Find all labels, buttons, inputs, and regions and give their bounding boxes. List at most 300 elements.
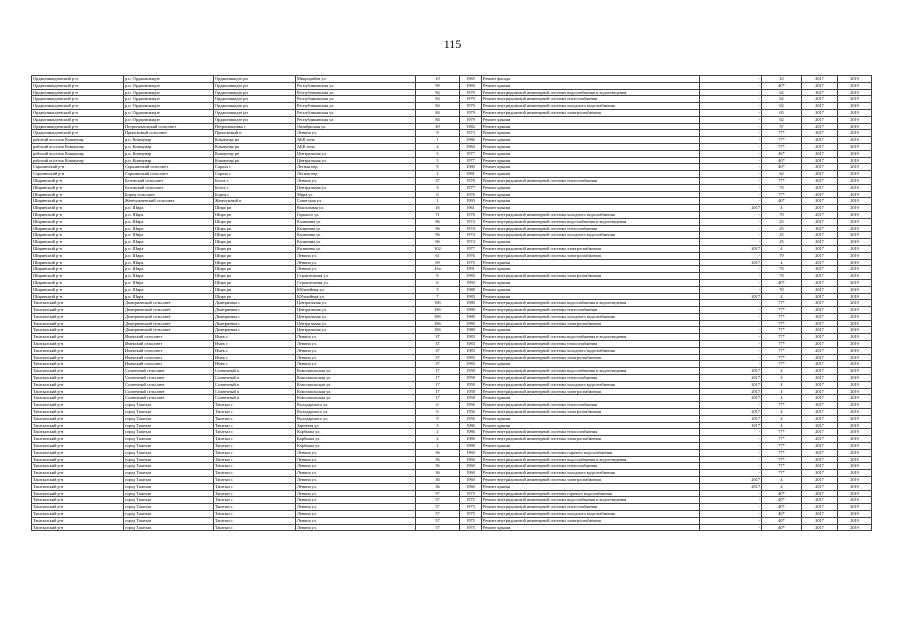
table-row xyxy=(32,225,872,232)
table-row xyxy=(32,483,872,490)
plan-start-cell: 2017 xyxy=(802,184,838,191)
plan-start-cell: 2017 xyxy=(802,286,838,293)
done-year-cell: - xyxy=(700,137,762,144)
done-year-cell: 2017 xyxy=(700,368,762,375)
table-row xyxy=(32,409,872,416)
table-row xyxy=(32,341,872,348)
done-year-cell: 2017 xyxy=(700,388,762,395)
wear-percent-cell: 40* xyxy=(762,157,802,164)
street-cell: Ленина ул. xyxy=(296,483,416,490)
plan-end-cell: 2019 xyxy=(838,286,872,293)
table-row xyxy=(32,436,872,443)
done-year-cell: - xyxy=(700,96,762,103)
house-number-cell: 3 xyxy=(416,150,460,157)
plan-start-cell: 2017 xyxy=(802,347,838,354)
plan-start-cell: 2017 xyxy=(802,164,838,171)
plan-end-cell: 2019 xyxy=(838,341,872,348)
capital-repair-table xyxy=(31,75,872,531)
year-built-cell: 1976 xyxy=(460,191,482,198)
settlement-cell: Дмитриевский сельсовет xyxy=(124,327,214,334)
house-number-cell: 49 xyxy=(416,123,460,130)
district-cell: Ширинский р-н xyxy=(32,198,124,205)
year-built-cell: 1958 xyxy=(460,395,482,402)
year-built-cell: 1980 xyxy=(460,164,482,171)
plan-start-cell: 2017 xyxy=(802,307,838,314)
done-year-cell: - xyxy=(700,463,762,470)
work-type-cell: Ремонт крыши xyxy=(482,82,700,89)
table-row xyxy=(32,307,872,314)
locality-cell: Шира рп xyxy=(214,211,296,218)
year-built-cell: 1956 xyxy=(460,402,482,409)
settlement-cell: город Таштып xyxy=(124,436,214,443)
wear-percent-cell: 70 xyxy=(762,273,802,280)
locality-cell: Орджоникидзе рп xyxy=(214,96,296,103)
settlement-cell: город Таштып xyxy=(124,402,214,409)
year-built-cell: 1984 xyxy=(460,143,482,150)
year-built-cell: 1979 xyxy=(460,89,482,96)
house-number-cell: 8 xyxy=(416,273,460,280)
plan-start-cell: 2017 xyxy=(802,388,838,395)
house-number-cell: 18б xyxy=(416,320,460,327)
street-cell: Центральная ул. xyxy=(296,184,416,191)
district-cell: Ширинский р-н xyxy=(32,239,124,246)
work-type-cell: Ремонт крыши xyxy=(482,130,700,137)
plan-start-cell: 2017 xyxy=(802,239,838,246)
house-number-cell: 71 xyxy=(416,211,460,218)
table-row xyxy=(32,76,872,83)
district-cell: Ширинский р-н xyxy=(32,279,124,286)
done-year-cell: - xyxy=(700,239,762,246)
wear-percent-cell: 77* xyxy=(762,341,802,348)
locality-cell: Белое с xyxy=(214,184,296,191)
street-cell: Ленина ул. xyxy=(296,449,416,456)
plan-end-cell: 2019 xyxy=(838,354,872,361)
locality-cell: Приисковый п xyxy=(214,130,296,137)
wear-percent-cell: 77* xyxy=(762,436,802,443)
street-cell: Строительная ул. xyxy=(296,273,416,280)
year-built-cell: 1975 xyxy=(460,490,482,497)
wear-percent-cell: 25 xyxy=(762,239,802,246)
house-number-cell: 84 xyxy=(416,109,460,116)
table-row xyxy=(32,198,872,205)
table-row xyxy=(32,327,872,334)
house-number-cell: 69 xyxy=(416,259,460,266)
work-type-cell: Ремонт крыши xyxy=(482,239,700,246)
plan-end-cell: 2019 xyxy=(838,157,872,164)
year-built-cell: 1975 xyxy=(460,259,482,266)
done-year-cell: 2017 xyxy=(700,422,762,429)
done-year-cell: - xyxy=(700,436,762,443)
plan-end-cell: 2019 xyxy=(838,375,872,382)
locality-cell: Сарала с xyxy=(214,171,296,178)
plan-end-cell: 2019 xyxy=(838,143,872,150)
plan-start-cell: 2017 xyxy=(802,211,838,218)
wear-percent-cell: 40* xyxy=(762,524,802,531)
house-number-cell: 3 xyxy=(416,422,460,429)
locality-cell: Шира рп xyxy=(214,239,296,246)
street-cell: Ленина ул. xyxy=(296,266,416,273)
year-built-cell: 1991 xyxy=(460,266,482,273)
work-type-cell: Ремонт крыши xyxy=(482,524,700,531)
locality-cell: Петропавловка с xyxy=(214,123,296,130)
year-built-cell: 1981 xyxy=(460,171,482,178)
wear-percent-cell: 40* xyxy=(762,504,802,511)
locality-cell: Жемчужный п xyxy=(214,198,296,205)
plan-start-cell: 2017 xyxy=(802,89,838,96)
wear-percent-cell: 77* xyxy=(762,456,802,463)
plan-start-cell: 2017 xyxy=(802,137,838,144)
plan-start-cell: 2017 xyxy=(802,483,838,490)
district-cell: Таштыпский р-н xyxy=(32,456,124,463)
locality-cell: Таштып с xyxy=(214,511,296,518)
plan-end-cell: 2019 xyxy=(838,239,872,246)
done-year-cell: - xyxy=(700,157,762,164)
wear-percent-cell: 77* xyxy=(762,137,802,144)
plan-start-cell: 2017 xyxy=(802,395,838,402)
locality-cell: Солнечный п xyxy=(214,375,296,382)
street-cell: Ленина ул. xyxy=(296,334,416,341)
district-cell: Ширинский р-н xyxy=(32,218,124,225)
wear-percent-cell: 57 xyxy=(762,123,802,130)
plan-end-cell: 2019 xyxy=(838,524,872,531)
street-cell: Ленина ул. xyxy=(296,130,416,137)
house-number-cell: 57 xyxy=(416,524,460,531)
done-year-cell: - xyxy=(700,211,762,218)
table-row xyxy=(32,205,872,212)
table-row xyxy=(32,286,872,293)
plan-start-cell: 2017 xyxy=(802,293,838,300)
wear-percent-cell: 4 xyxy=(762,293,802,300)
locality-cell: Таштып с xyxy=(214,456,296,463)
settlement-cell: р.п. Орджоникидзе xyxy=(124,76,214,83)
street-cell: Комсомольская ул. xyxy=(296,368,416,375)
table-row xyxy=(32,347,872,354)
settlement-cell: Дмитриевский сельсовет xyxy=(124,307,214,314)
district-cell: Таштыпский р-н xyxy=(32,307,124,314)
work-type-cell: Ремонт внутридомовой инженерной системы холодного водоснабжения xyxy=(482,347,700,354)
locality-cell: Солнечный п xyxy=(214,381,296,388)
plan-start-cell: 2017 xyxy=(802,191,838,198)
plan-start-cell: 2017 xyxy=(802,368,838,375)
table-row xyxy=(32,477,872,484)
plan-end-cell: 2019 xyxy=(838,96,872,103)
plan-end-cell: 2019 xyxy=(838,225,872,232)
house-number-cell: 7 xyxy=(416,293,460,300)
plan-end-cell: 2019 xyxy=(838,477,872,484)
table-row xyxy=(32,490,872,497)
house-number-cell: 96 xyxy=(416,232,460,239)
wear-percent-cell: 40* xyxy=(762,517,802,524)
table-row xyxy=(32,524,872,531)
plan-start-cell: 2017 xyxy=(802,259,838,266)
work-type-cell: Ремонт внутридомовой инженерной системы теплоснабжения xyxy=(482,341,700,348)
house-number-cell: 37 xyxy=(416,334,460,341)
done-year-cell: - xyxy=(700,327,762,334)
wear-percent-cell: 77* xyxy=(762,429,802,436)
table-row xyxy=(32,157,872,164)
work-type-cell: Ремонт крыши xyxy=(482,361,700,368)
work-type-cell: Ремонт внутридомовой инженерной системы теплоснабжения xyxy=(482,504,700,511)
district-cell: рабочий поселок Коммунар xyxy=(32,143,124,150)
year-built-cell: 1960 xyxy=(460,470,482,477)
district-cell: Ширинский р-н xyxy=(32,191,124,198)
house-number-cell: 18б xyxy=(416,300,460,307)
work-type-cell: Ремонт крыши xyxy=(482,184,700,191)
work-type-cell: Ремонт крыши xyxy=(482,137,700,144)
district-cell: Ширинский р-н xyxy=(32,184,124,191)
done-year-cell: - xyxy=(700,279,762,286)
settlement-cell: Саралинский сельсовет xyxy=(124,164,214,171)
plan-start-cell: 2017 xyxy=(802,266,838,273)
plan-start-cell: 2017 xyxy=(802,279,838,286)
plan-start-cell: 2017 xyxy=(802,130,838,137)
house-number-cell: 2 xyxy=(416,143,460,150)
plan-end-cell: 2019 xyxy=(838,429,872,436)
street-cell: Республиканская ул. xyxy=(296,109,416,116)
settlement-cell: р.п. Шира xyxy=(124,286,214,293)
plan-end-cell: 2019 xyxy=(838,347,872,354)
year-built-cell: 1974 xyxy=(460,225,482,232)
wear-percent-cell: 25 xyxy=(762,76,802,83)
wear-percent-cell: 77* xyxy=(762,347,802,354)
district-cell: Таштыпский р-н xyxy=(32,436,124,443)
district-cell: Ширинский р-н xyxy=(32,266,124,273)
work-type-cell: Ремонт крыши xyxy=(482,157,700,164)
locality-cell: Шира рп xyxy=(214,266,296,273)
house-number-cell: 6 xyxy=(416,402,460,409)
locality-cell: Шира рп xyxy=(214,205,296,212)
year-built-cell: 1958 xyxy=(460,368,482,375)
work-type-cell: Ремонт внутридомовой инженерной системы теплоснабжения xyxy=(482,177,700,184)
house-number-cell: 84 xyxy=(416,89,460,96)
table-row xyxy=(32,130,872,137)
wear-percent-cell: 25 xyxy=(762,225,802,232)
settlement-cell: р.п. Орджоникидзе xyxy=(124,109,214,116)
wear-percent-cell: 40* xyxy=(762,497,802,504)
plan-end-cell: 2019 xyxy=(838,436,872,443)
table-row xyxy=(32,388,872,395)
wear-percent-cell: 4 xyxy=(762,483,802,490)
wear-percent-cell: 40* xyxy=(762,164,802,171)
year-built-cell: 1975 xyxy=(460,524,482,531)
street-cell: Ленина ул. xyxy=(296,524,416,531)
plan-end-cell: 2019 xyxy=(838,517,872,524)
work-type-cell: Ремонт крыши xyxy=(482,191,700,198)
plan-end-cell: 2019 xyxy=(838,211,872,218)
done-year-cell: - xyxy=(700,334,762,341)
locality-cell: Таштып с xyxy=(214,483,296,490)
year-built-cell: 1979 xyxy=(460,116,482,123)
house-number-cell: 37 xyxy=(416,354,460,361)
plan-end-cell: 2019 xyxy=(838,443,872,450)
settlement-cell: Приисковый сельсовет xyxy=(124,130,214,137)
plan-start-cell: 2017 xyxy=(802,320,838,327)
table-row xyxy=(32,252,872,259)
year-built-cell: 1958 xyxy=(460,375,482,382)
street-cell: Республиканская ул. xyxy=(296,82,416,89)
settlement-cell: р.п. Шира xyxy=(124,279,214,286)
plan-start-cell: 2017 xyxy=(802,109,838,116)
work-type-cell: Ремонт внутридомовой инженерной системы теплоснабжения xyxy=(482,225,700,232)
work-type-cell: Ремонт внутридомовой инженерной системы водоснабжения и водоотведения xyxy=(482,89,700,96)
plan-start-cell: 2017 xyxy=(802,171,838,178)
plan-start-cell: 2017 xyxy=(802,96,838,103)
table-row xyxy=(32,402,872,409)
house-number-cell: 61 xyxy=(416,252,460,259)
district-cell: Таштыпский р-н xyxy=(32,320,124,327)
house-number-cell: 99 xyxy=(416,82,460,89)
district-cell: Таштыпский р-н xyxy=(32,443,124,450)
house-number-cell: 6 xyxy=(416,191,460,198)
plan-start-cell: 2017 xyxy=(802,232,838,239)
year-built-cell: 1980 xyxy=(460,320,482,327)
locality-cell: Таштып с xyxy=(214,429,296,436)
locality-cell: Имек с xyxy=(214,354,296,361)
locality-cell: Имек с xyxy=(214,347,296,354)
year-built-cell: 1975 xyxy=(460,497,482,504)
year-built-cell: 1983 xyxy=(460,361,482,368)
street-cell: Карбыша ул. xyxy=(296,436,416,443)
street-cell: Ленина ул. xyxy=(296,497,416,504)
year-built-cell: 1960 xyxy=(460,456,482,463)
wear-percent-cell: 4 xyxy=(762,259,802,266)
wear-percent-cell: 40* xyxy=(762,279,802,286)
year-built-cell: 1976 xyxy=(460,252,482,259)
settlement-cell: город Таштып xyxy=(124,483,214,490)
table-row xyxy=(32,395,872,402)
locality-cell: Таштып с xyxy=(214,449,296,456)
done-year-cell: - xyxy=(700,300,762,307)
settlement-cell: Имекский сельсовет xyxy=(124,354,214,361)
wear-percent-cell: 77* xyxy=(762,130,802,137)
settlement-cell: р.п. Коммунар xyxy=(124,150,214,157)
settlement-cell: р.п. Шира xyxy=(124,225,214,232)
plan-start-cell: 2017 xyxy=(802,429,838,436)
settlement-cell: Солнечный сельсовет xyxy=(124,388,214,395)
district-cell: Таштыпский р-н xyxy=(32,341,124,348)
table-row xyxy=(32,422,872,429)
street-cell: Ленина ул. xyxy=(296,252,416,259)
wear-percent-cell: 65 xyxy=(762,109,802,116)
settlement-cell: Дмитриевский сельсовет xyxy=(124,313,214,320)
table-row xyxy=(32,171,872,178)
work-type-cell: Ремонт внутридомовой инженерной системы водоснабжения и водоотведения xyxy=(482,218,700,225)
street-cell: АБК зона xyxy=(296,137,416,144)
locality-cell: Солнечный п xyxy=(214,388,296,395)
wear-percent-cell: 70 xyxy=(762,184,802,191)
district-cell: Ширинский р-н xyxy=(32,211,124,218)
house-number-cell: 36 xyxy=(416,470,460,477)
table-row xyxy=(32,109,872,116)
work-type-cell: Ремонт крыши xyxy=(482,116,700,123)
work-type-cell: Ремонт внутридомовой инженерной системы электроснабжения xyxy=(482,388,700,395)
year-built-cell: 1977 xyxy=(460,157,482,164)
plan-start-cell: 2017 xyxy=(802,504,838,511)
district-cell: Ширинский р-н xyxy=(32,259,124,266)
settlement-cell: город Таштып xyxy=(124,429,214,436)
wear-percent-cell: 4 xyxy=(762,395,802,402)
done-year-cell: - xyxy=(700,354,762,361)
street-cell: Комсомольская ул. xyxy=(296,388,416,395)
done-year-cell: - xyxy=(700,123,762,130)
street-cell: Ленина ул. xyxy=(296,511,416,518)
locality-cell: Таштып с xyxy=(214,497,296,504)
house-number-cell: 2 xyxy=(416,429,460,436)
done-year-cell: - xyxy=(700,517,762,524)
year-built-cell: 1983 xyxy=(460,273,482,280)
settlement-cell: Жемчужненский сельсовет xyxy=(124,198,214,205)
district-cell: Таштыпский р-н xyxy=(32,422,124,429)
street-cell: Калинина ул. xyxy=(296,218,416,225)
locality-cell: Имек с xyxy=(214,361,296,368)
street-cell: Комсомольская ул. xyxy=(296,375,416,382)
plan-end-cell: 2019 xyxy=(838,470,872,477)
street-cell: Республиканская ул. xyxy=(296,89,416,96)
settlement-cell: Борец сельсовет xyxy=(124,191,214,198)
table-row xyxy=(32,266,872,273)
done-year-cell: - xyxy=(700,116,762,123)
table-row xyxy=(32,164,872,171)
done-year-cell: - xyxy=(700,198,762,205)
street-cell: Заречная ул. xyxy=(296,422,416,429)
plan-end-cell: 2019 xyxy=(838,504,872,511)
done-year-cell: - xyxy=(700,103,762,110)
done-year-cell: - xyxy=(700,286,762,293)
wear-percent-cell: 77* xyxy=(762,307,802,314)
street-cell: Республиканская ул. xyxy=(296,96,416,103)
district-cell: Орджоникидзевский р-н xyxy=(32,130,124,137)
year-built-cell: 1980 xyxy=(460,307,482,314)
plan-end-cell: 2019 xyxy=(838,89,872,96)
street-cell: Мира ул. xyxy=(296,191,416,198)
plan-start-cell: 2017 xyxy=(802,313,838,320)
plan-end-cell: 2019 xyxy=(838,456,872,463)
house-number-cell: 17 xyxy=(416,368,460,375)
work-type-cell: Ремонт внутридомовой инженерной системы электроснабжения xyxy=(482,245,700,252)
wear-percent-cell: 77* xyxy=(762,334,802,341)
plan-end-cell: 2019 xyxy=(838,483,872,490)
district-cell: Таштыпский р-н xyxy=(32,395,124,402)
district-cell: Таштыпский р-н xyxy=(32,409,124,416)
plan-end-cell: 2019 xyxy=(838,361,872,368)
district-cell: Таштыпский р-н xyxy=(32,477,124,484)
plan-start-cell: 2017 xyxy=(802,409,838,416)
district-cell: Таштыпский р-н xyxy=(32,463,124,470)
done-year-cell: - xyxy=(700,347,762,354)
year-built-cell: 1988 xyxy=(460,286,482,293)
locality-cell: Орджоникидзе рп xyxy=(214,109,296,116)
done-year-cell: - xyxy=(700,109,762,116)
plan-start-cell: 2017 xyxy=(802,517,838,524)
plan-end-cell: 2019 xyxy=(838,123,872,130)
locality-cell: Таштып с xyxy=(214,415,296,422)
wear-percent-cell: 77* xyxy=(762,463,802,470)
locality-cell: Шира рп xyxy=(214,218,296,225)
district-cell: Таштыпский р-н xyxy=(32,449,124,456)
settlement-cell: город Таштып xyxy=(124,490,214,497)
district-cell: Орджоникидзевский р-н xyxy=(32,103,124,110)
work-type-cell: Ремонт внутридомовой инженерной системы электроснабжения xyxy=(482,354,700,361)
table-row xyxy=(32,320,872,327)
street-cell: Калинина ул. xyxy=(296,225,416,232)
plan-start-cell: 2017 xyxy=(802,225,838,232)
locality-cell: Коммунар рп xyxy=(214,137,296,144)
house-number-cell: 5 xyxy=(416,157,460,164)
street-cell: Центральная ул. xyxy=(296,300,416,307)
locality-cell: Шира рп xyxy=(214,252,296,259)
wear-percent-cell: 4 xyxy=(762,477,802,484)
plan-end-cell: 2019 xyxy=(838,184,872,191)
